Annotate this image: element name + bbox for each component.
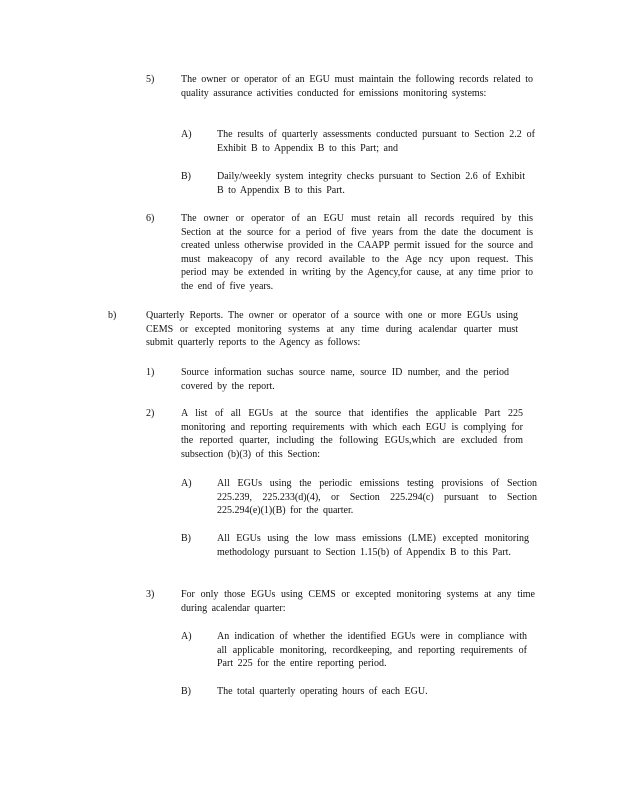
item-label: 2) — [146, 408, 155, 419]
item-label: 6) — [146, 213, 155, 224]
item-text: A list of all EGUs at the source that identifies the applicable Part 225 monitoring and reporting requirements with which each EGU is complying for the reported quarter, including the following EGUs,which are excluded from subsection (b)(3) of this Section: — [181, 408, 523, 460]
item-label: A) — [181, 478, 192, 489]
item-text: The owner or operator of an EGU must retain all records required by this Section at the source for a period of five years from the date the document is created unless otherwise provided in the CAAPP permit issued for the source and must makeacopy of any record available to the Age ncy upon request. This period may be extended in writing by the Agency,for cause, at any time prior to the end of five years. — [181, 213, 533, 292]
item-text: Quarterly Reports. The owner or operator of a source with one or more EGUs using CEMS or excepted monitoring systems at any time during acalendar quarter must submit quarterly reports to the Agency as follows: — [146, 310, 518, 349]
item-label: 3) — [146, 589, 155, 600]
item-label: B) — [181, 686, 191, 697]
item-label: B) — [181, 171, 191, 182]
item-label: B) — [181, 533, 191, 544]
item-label: 1) — [146, 367, 155, 378]
item-text: For only those EGUs using CEMS or excepted monitoring systems at any time during acalendar quarter: — [181, 589, 535, 614]
item-label: A) — [181, 631, 192, 642]
item-text: The results of quarterly assessments conducted pursuant to Section 2.2 of Exhibit B to Appendix B to this Part; and — [217, 129, 535, 154]
item-text: All EGUs using the low mass emissions (LME) excepted monitoring methodology pursuant to Section 1.15(b) of Appendix B to this Part. — [217, 533, 529, 558]
item-text: All EGUs using the periodic emissions testing provisions of Section 225.239, 225.233(d)(4), or Section 225.294(c) pursuant to Section 225.294(e)(1)(B) for the quarter. — [217, 478, 537, 517]
item-text: The total quarterly operating hours of each EGU. — [217, 686, 428, 697]
item-text: Daily/weekly system integrity checks pursuant to Section 2.6 of Exhibit B to Appendix B to this Part. — [217, 171, 525, 196]
item-label: b) — [108, 310, 117, 321]
item-text: The owner or operator of an EGU must maintain the following records related to quality assurance activities conducted for emissions monitoring systems: — [181, 74, 533, 99]
item-text: Source information suchas source name, source ID number, and the period covered by the report. — [181, 367, 509, 392]
item-label: A) — [181, 129, 192, 140]
item-label: 5) — [146, 74, 155, 85]
item-text: An indication of whether the identified EGUs were in compliance with all applicable monitoring, recordkeeping, and reporting requirements of Part 225 for the entire reporting period. — [217, 631, 527, 670]
